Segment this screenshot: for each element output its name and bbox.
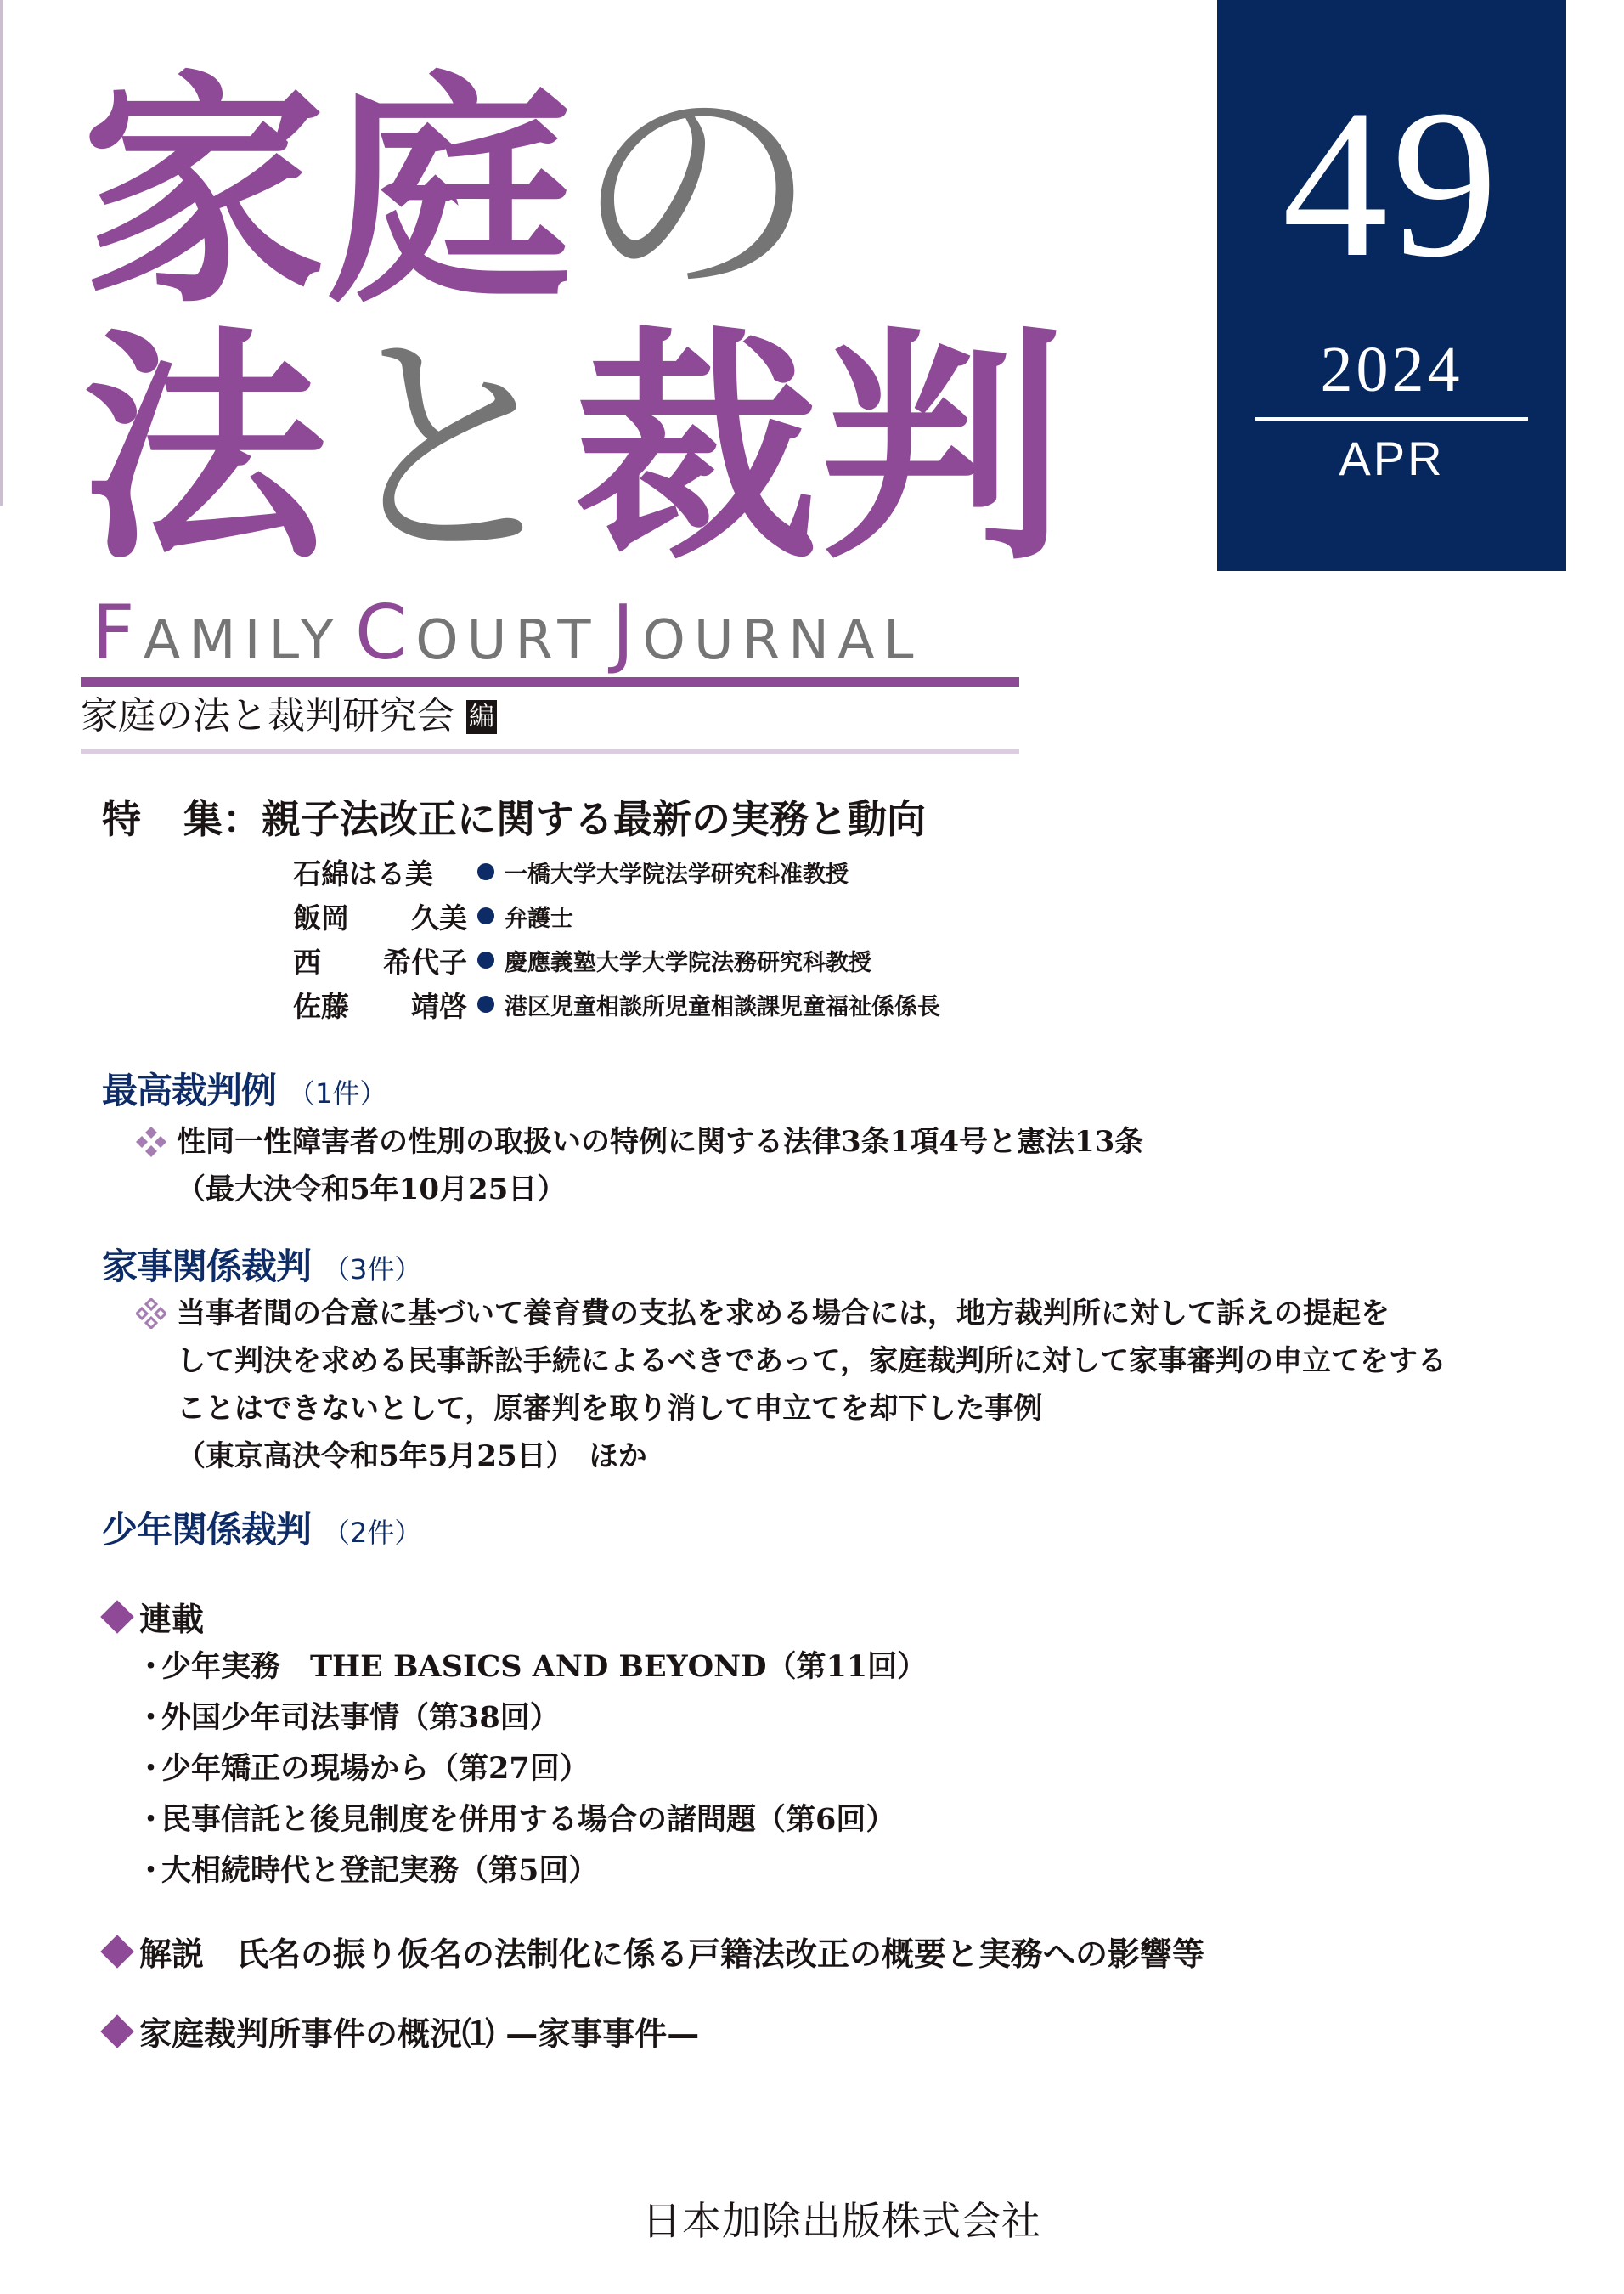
issue-divider <box>1255 417 1528 421</box>
feature-label: 特 <box>102 796 141 842</box>
bullet-icon: ・ <box>136 1802 166 1837</box>
title-en-initial: C <box>354 589 416 676</box>
section-title: 少年関係裁判 <box>102 1509 312 1551</box>
bullet-dot-icon <box>477 952 494 969</box>
issue-year: 2024 <box>1320 334 1463 405</box>
case-overview-title: 家庭裁判所事件の概況⑴ —家事事件— <box>139 2015 700 2053</box>
section-title: 家事関係裁判 <box>102 1246 312 1287</box>
publisher: 日本加除出版株式会社 <box>642 2198 1041 2244</box>
bullet-icon: ・ <box>136 1751 166 1786</box>
author-row <box>293 982 940 1026</box>
case-title: ことはできないとして，原審判を取り消して申立てを却下した事例 <box>177 1392 1043 1426</box>
section-count: （2件） <box>323 1517 422 1549</box>
title-char: の <box>574 51 820 336</box>
title-en-initial: J <box>612 589 643 676</box>
title-rule <box>81 677 1019 687</box>
case-title: 当事者間の合意に基づいて養育費の支払を求める場合には，地方裁判所に対して訴えの提起を <box>177 1297 1390 1331</box>
title-char: 判 <box>820 308 1067 592</box>
commentary-heading <box>100 1932 1204 1976</box>
case-citation: （最大決令和5年10月25日） <box>177 1172 567 1206</box>
author-list <box>293 850 940 1026</box>
list-item <box>136 1845 927 1896</box>
title-jp-row-2 <box>82 308 1067 592</box>
title-en-initial: F <box>92 589 144 676</box>
section-heading-juvenile <box>102 1508 421 1552</box>
case-title: 性同一性障害者の性別の取扱いの特例に関する法律3条1項4号と憲法13条 <box>177 1125 1144 1159</box>
diamond-cluster-icon <box>136 1127 166 1157</box>
section-count: （3件） <box>323 1253 422 1285</box>
diamond-cluster-outline-icon <box>136 1298 166 1329</box>
section-heading-supreme <box>102 1069 386 1113</box>
editor-line <box>81 692 497 740</box>
author-affiliation: 港区児童相談所児童相談課児童福祉係係長 <box>505 993 940 1020</box>
section-count: （1件） <box>288 1077 387 1110</box>
title-en-word: OURNAL <box>642 609 922 672</box>
issue-box <box>1217 0 1566 571</box>
author-affiliation: 弁護士 <box>505 905 573 932</box>
diamond-icon <box>100 1935 134 1969</box>
case-title: して判決を求める民事訴訟手続によるべきであって，家庭裁判所に対して家事審判の申立てをする <box>177 1344 1446 1378</box>
commentary-title: 解説 氏名の振り仮名の法制化に係る戸籍法改正の概要と実務への影響等 <box>139 1935 1205 1973</box>
section-body-family <box>136 1290 1446 1480</box>
author-name: 西 希代子 <box>293 945 467 979</box>
author-name: 石綿はる美 <box>293 856 433 890</box>
bullet-dot-icon <box>477 996 494 1013</box>
author-affiliation: 一橋大学大学院法学研究科准教授 <box>505 861 849 888</box>
serial-item-label: 少年実務 THE BASICS AND BEYOND（第11回） <box>161 1649 928 1684</box>
feature-heading: 親子法改正に関する最新の実務と動向 <box>262 796 926 842</box>
editor-name: 家庭の法と裁判研究会 <box>81 694 454 737</box>
serial-item-label: 少年矯正の現場から（第27回） <box>161 1751 589 1786</box>
case-overview-heading <box>100 2012 699 2056</box>
serial-heading <box>100 1597 204 1641</box>
diamond-icon <box>100 2014 134 2048</box>
list-item <box>136 1641 927 1692</box>
issue-month: APR <box>1339 432 1445 485</box>
bullet-icon: ・ <box>136 1700 166 1735</box>
author-row <box>293 938 940 982</box>
bullet-icon: ・ <box>136 1649 166 1684</box>
title-en-word: AMILY <box>143 609 342 672</box>
serial-item-label: 民事信託と後見制度を併用する場合の諸問題（第6回） <box>161 1802 896 1837</box>
issue-number: 49 <box>1282 66 1502 302</box>
title-en-word: OURT <box>415 609 600 672</box>
feature-label: 集： <box>183 796 262 842</box>
author-affiliation: 慶應義塾大学大学院法務研究科教授 <box>505 949 871 976</box>
title-char: 庭 <box>328 51 574 336</box>
list-item <box>136 1794 927 1845</box>
author-name: 佐藤 靖啓 <box>293 989 467 1023</box>
section-title: 最高裁判例 <box>102 1070 277 1111</box>
title-char: と <box>328 308 574 592</box>
left-edge-line <box>0 0 3 506</box>
section-body-supreme <box>136 1118 1143 1213</box>
author-name: 飯岡 久美 <box>293 901 467 935</box>
bullet-dot-icon <box>477 907 494 924</box>
bullet-icon: ・ <box>136 1853 166 1888</box>
bullet-dot-icon <box>477 863 494 880</box>
title-char: 裁 <box>574 308 820 592</box>
title-char: 家 <box>82 51 328 336</box>
editor-mark: 編 <box>466 700 497 734</box>
case-citation: （東京高決令和5年5月25日） ほか <box>177 1439 647 1473</box>
section-heading-family <box>102 1245 421 1289</box>
title-jp-row-1 <box>82 51 820 336</box>
list-item <box>136 1692 927 1743</box>
author-row <box>293 850 940 894</box>
serial-item-label: 大相続時代と登記実務（第5回） <box>161 1853 599 1888</box>
feature-title <box>102 794 926 845</box>
author-row <box>293 894 940 938</box>
title-char: 法 <box>82 308 328 592</box>
serial-list <box>136 1641 927 1896</box>
list-item <box>136 1743 927 1794</box>
serial-item-label: 外国少年司法事情（第38回） <box>161 1700 560 1735</box>
editor-rule <box>81 749 1019 754</box>
diamond-icon <box>100 1600 134 1634</box>
serial-title: 連載 <box>139 1601 205 1638</box>
